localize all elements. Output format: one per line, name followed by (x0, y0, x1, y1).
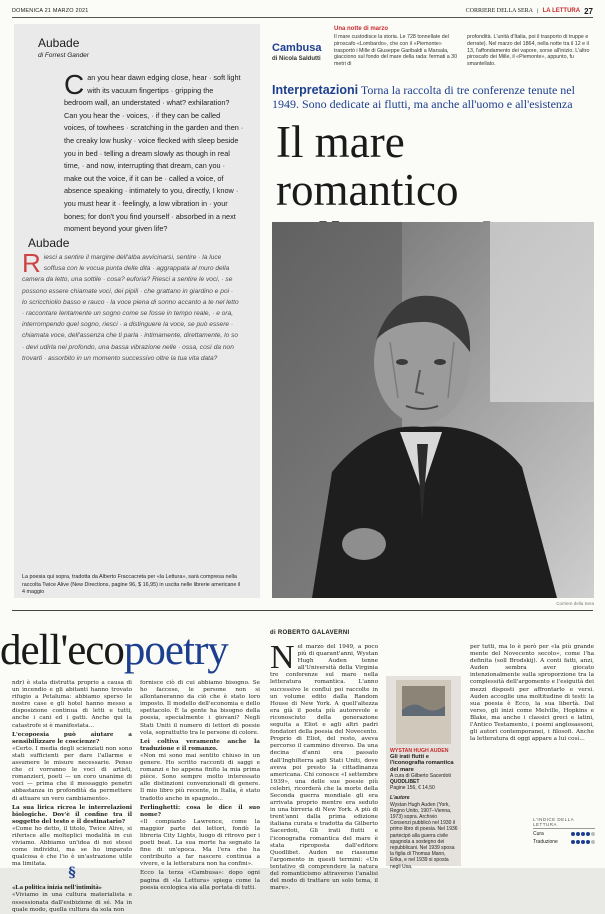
poem-dropcap-it: R (22, 248, 41, 278)
book-author: WYSTAN HUGH AUDEN (390, 748, 449, 754)
rating-dot (591, 832, 595, 836)
col1-p4: «Viviamo in una cultura materialista e ossessionata dall'esibizione di sé. Ma in quale modo, quella cultura da sola non (12, 892, 132, 913)
cambusa-block (272, 42, 322, 62)
article-col-3 (270, 639, 378, 892)
article-kicker (272, 84, 594, 111)
poem-text-it (22, 248, 240, 364)
book-bio-label: L'autore (390, 795, 410, 802)
cambusa-title: Cambusa (272, 42, 322, 54)
rating-box (533, 817, 595, 847)
rating-dot (581, 832, 585, 836)
rating-label-traduzione: Traduzione (533, 839, 558, 845)
book-title: Gli irati flutti e l'iconografia romantica del mare (390, 754, 454, 773)
col2-question-1: Lei coltiva veramente anche la traduzione e il romanzo. (140, 738, 260, 752)
interview-col-2 (140, 680, 260, 891)
night-col-1: Il mare custodisce la storia. Le 728 tonnellate del piroscafo «Lombardo», che con il «Piemonte» trasportò i Mille di Giuseppe Garibaldi a Marsala, giacciono sul fondo del mare della rada: fermati a 30 metri di (334, 34, 458, 68)
poem-author-en: di Forrest Gander (38, 52, 89, 59)
book-publisher: QUODLIBET (390, 779, 420, 786)
rating-dot (576, 840, 580, 844)
cambusa-author: di Nicola Saldutti (272, 56, 321, 62)
kicker-text: Torna la raccolta di tre conferenze tenute nel 1949. Sono dedicate ai flutti, ma anche all'uomo e all'esistenza (272, 83, 575, 111)
rating-label-cura: Cura (533, 831, 544, 837)
poem-title-en: Aubade (38, 36, 80, 50)
col1-p3: «Come ho detto, il titolo, Twice Alive, si riferisce alle molteplici modalità in cui viviamo. Abbiamo un'idea di noi stessi come individui, ma se ho imparato qualcosa è che l'io è un'astrazione utile ma limitata. (12, 825, 132, 868)
rating-dot (581, 840, 585, 844)
header-separator: | (536, 8, 539, 14)
headline-line-1: Il mare romantico (276, 117, 459, 215)
col2-question-2: Ferlinghetti: cosa le dice il suo nome? (140, 804, 260, 818)
interview-col-1 (12, 680, 132, 913)
col2-p3: «Il compianto Lawrence, come la maggior parte dei lettori, fondò la libreria City Lights, luogo di ritrovo per i poeti beat. La sua morte ha segnato la fine di un'epoca. Ma l'era che ha contribuito a far nascere continua a vivere, e la letteratura non ha confini». (140, 818, 260, 868)
page-header (12, 5, 593, 18)
night-heading: Una notte di marzo (334, 26, 389, 32)
rating-row-traduzione (533, 839, 595, 845)
page-number: 27 (584, 6, 593, 16)
eco-pre: dell'eco (0, 627, 124, 674)
rating-dot (586, 840, 590, 844)
col1-question-2: La sua lirica ricrea le interrelazioni biologiche. Dov'è il confine tra il soggetto del testo e il destinatario? (12, 804, 132, 825)
book-bio: Wystan Hugh Auden (York, Regno Unito, 1907–Vienna, 1973) sopra. Archivio Consenzi pubblicò nel 1930 il primo libro di poesia. Nel 1936 partecipò alla guerra civile spagnola a sostegno dei repubblicani. Nel 1939 sposa la figlia di Thomas Mann, Erika, e nel 1939 si sposta negli Usa. (390, 801, 458, 870)
ecopoetry-headline (0, 626, 228, 675)
rating-dot (571, 840, 575, 844)
article-col-5 (470, 644, 594, 814)
article-dropcap: N (270, 639, 295, 676)
rating-heading: L'INDICE DELLA LETTURA (533, 817, 595, 829)
rating-dot (586, 832, 590, 836)
poem-text-en (64, 69, 244, 236)
poem-dropcap-en: C (64, 69, 85, 100)
poem-body-en: an you hear dawn edging close, hear · soft light with its vacuum fingertips · gripping the bedroom wall, an understated · what? exhilaration? Can you hear the · voices, · if they can be called voices, of towhees · scratching in the garden and then · the creaky low husky · voice flecked with sleep beside you in bed · telling a dream slowly as though in real time, · and now, interrupting that dream, can you · make out the voice, if it can be · called a voice, of absence speaking · intimately to you, directly, I know · you must hear it · feelingly, a low vibration in · your bones; for don't you find yourself · absorbed in a next moment beyond your given life? (64, 73, 244, 234)
header-section: LA LETTURA (542, 8, 581, 14)
article-col3-text: el marzo del 1949, a poco più di quarant'anni, Wystan Hugh Auden tenne all'Università della Virginia tre conferenze sul mare nella letteratura romantica. L'anno successivo le confluì poi raccolte in un volume edito dalla Random House di New York. A quell'altezza era già il poeta più autorevole e riconosciuto della generazione seguita a Eliot e agli altri padri fondatori della poesia del Novecento. Proprio di Eliot, del resto, aveva percorso il cammino diverso. Da una decina d'anni era passato dall'Inghilterra agli Stati Uniti, dove aveva poi presto la cittadinanza americana. Chi conosce «I settembre 1939», una delle sue poesie più celebri, ricorderà che la morte della Seconda guerra mondiale gli era arrivata proprio mentre era seduto in una birreria di New York. A più di trent'anni dalla prima edizione italiana curata e tradotta da Gilberto Sacerdoti, Gli irati flutti e l'iconografia romantica del mare è stata riproposta dall'editore Quodlibet. Auden ne riassume l'argomento in questi termini: «Un tentativo di comprendere la natura del romanticismo attraverso l'analisi del modo di trattare un solo tema, il mare». (270, 644, 378, 892)
rating-dots-traduzione (571, 840, 595, 844)
auden-photo (272, 222, 594, 598)
header-date: DOMENICA 21 MARZO 2021 (12, 8, 89, 14)
poem-title-it: Aubade (28, 236, 70, 250)
night-col-2: profondità. L'unità d'Italia, poi il trasporto di truppe e derrate). Nel marzo del 1864, nella notte tra il 12 e il 13, l'affondamento dei vapore, sorse all'inizio. L'altro piroscafo dei Mille, il «Piemonte», appunto, fu smantellato. (467, 34, 590, 68)
col1-p1: ndr) è stata distrutta proprio a causa di un incendio e gli abitanti hanno trovato rifugio a Petaluma: abbiamo sperso le nostre case e gli hotel hanno messo a disposizione continua di letti e tutti, anche i cani ed i gatti. Anche qui la catastrofe si è manifestata... (12, 680, 132, 729)
col2-p2: «Non mi sono mai sentito chiuso in un genere. Ho scritto racconti di saggi e romanzi e ho appena finito la mia prima pièce. Sono sempre molto interessato alle distinzioni convenzionali di genere. Il mio libro più recente, in Italia, è stato tradotto anche in spagnolo... (140, 752, 260, 802)
book-curator: A cura di Gilberto Sacerdoti (390, 772, 451, 779)
section-divider (12, 610, 593, 611)
book-pages: Pagine 156, € 14,50 (390, 785, 435, 792)
eco-highlight: poetry (123, 627, 228, 674)
col2-p4: Ecco la terza «Cambusa»: dopo ogni pagina di «la Lettura» spiega come la poesia ecologica sia alla portata di tutti. (140, 870, 260, 891)
rating-dot (576, 832, 580, 836)
rating-dot (591, 840, 595, 844)
rating-row-cura (533, 831, 595, 837)
kicker-label: Interpretazioni (272, 83, 359, 97)
auden-photo-illustration (272, 222, 594, 598)
header-paper-name: CORRIERE DELLA SERA (465, 8, 533, 14)
book-info-box (386, 676, 461, 870)
book-cover-image (396, 680, 451, 744)
photo-credit: Corriere della Sera (556, 601, 594, 606)
col1-pull-quote: «La politica inizia nell'intimità» (12, 884, 102, 892)
poem-body-it: iesci a sentire il margine dell'alba avvicinarsi, sentire · la luce soffusa con le vocua punta delle dita · aggrappata al muro della camera da letto, una sottile · cosa? euforia? Riesci a sentire le voci, · se possono essere chiamate voci, dei pipili · che grattano in giardino e poi · lo scricchiolio basso e rauco · la voce piena di sonno accanto a te nel letto · raccontare lentamente un sogno come se fosse in tempo reale, · e ora, interrompendo quel sogno, riesci · a distinguere la voce, se può essere · chiamata voce, dell'assenza che ti parla · intimamente, direttamente, lo so · devi udirla nei profondo, una bassa vibrazione nelle · ossa, così da non trovarti · assorbito in un momento successivo oltre la tua vita data? (22, 254, 239, 362)
byline: di ROBERTO GALAVERNI (270, 630, 350, 636)
col2-p1: fornisce ciò di cui abbiamo bisogno. Se ho faccese, le persone non si allontaneranno da ciò che è stato loro imposto. Il modello dell'economia e dello spettacolo. È la gente ha bisogno della poesia, specialmente i giovani? Negli Stati Uniti il numero di lettori di poesie vola, soprattutto tra le persone di colore. (140, 680, 260, 736)
poem-caption: La poesia qui sopra, tradotta da Alberto Fraccacreta per «la Lettura», sarà compresa nella raccolta Twice Alive (New Directions, pagine 96, $ 16,95) in uscita nelle librerie americane il 4 maggio (22, 574, 241, 595)
book-cover (396, 680, 451, 744)
quote-mark-icon: § (68, 865, 76, 882)
book-details (390, 748, 458, 870)
col1-p2: «Certo. I media degli scienziati non sono stati sufficienti per dare l'allarme e assumere le misure necessarie. Penso che ci vorranno le voci di artisti, romanzieri, poeti — un coro unanime di voci — prima che il messaggio penetri abbastanza in profondità da permettere di attuare un vero cambiamento». (12, 745, 132, 802)
rating-dots-cura (571, 832, 595, 836)
article-col5-text: per tutti, ma lo è però per «la più grande mente del Novecento secolo», come l'ha definita (soll Brodskij). A conti fatti, anzi, Auden sembra aver giocato intenzionalmente sulla sproporzione tra la complessità dell'argomento e l'esiguità dei mezzi disposti per affrontarlo e versi. Auden accoglie una moltitudine di testi: la sua poesia è Ecco, la sua libertà. Dal verso, gli inizi come Melville, Hopkins e Blake, ma anche i classici greci e latini, l'Antico Testamento, i poemi anglosassoni, gli autori contemporanei, i filosofi. Anche la letteratura di oggi appare a lui così... (470, 644, 594, 743)
night-box (334, 26, 594, 68)
rating-dot (571, 832, 575, 836)
col1-question-1: L'ecopoesia può aiutare a sensibilizzare le coscienze? (12, 731, 132, 745)
